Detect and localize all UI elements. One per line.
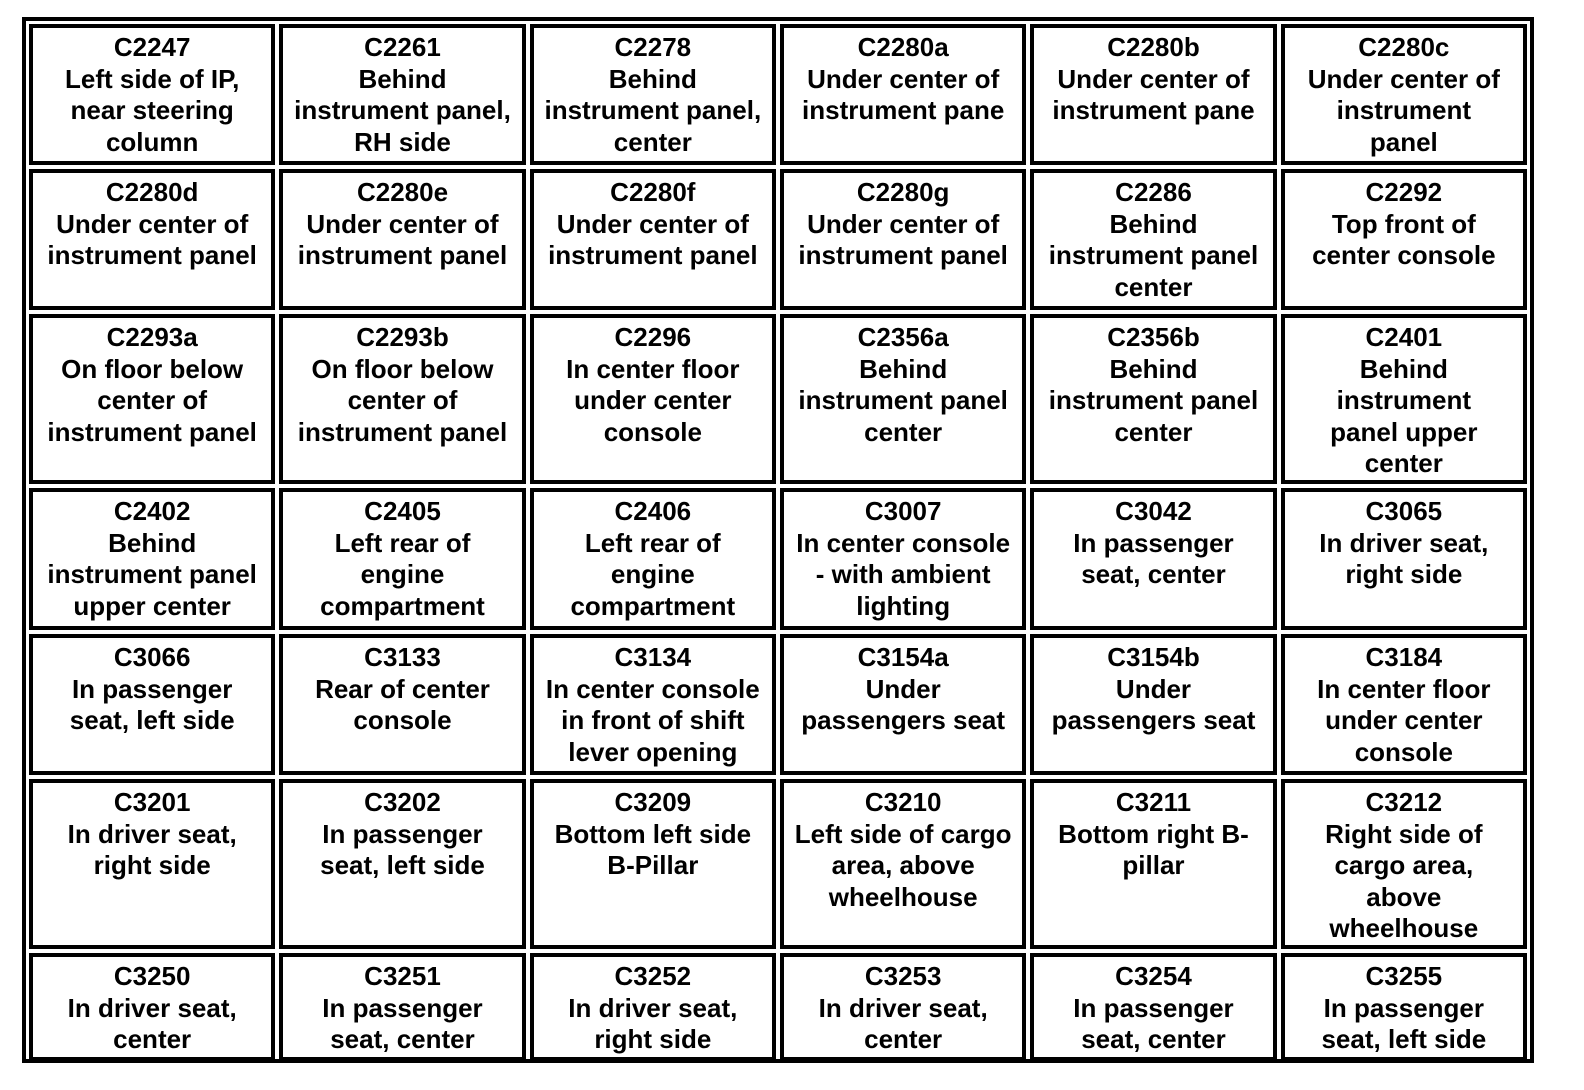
connector-code: C3184 [1365, 642, 1443, 672]
connector-location-line: instrument panel, [544, 95, 762, 125]
connector-location-line: Under center of [1307, 63, 1500, 94]
connector-location-line: B-Pillar [607, 850, 699, 880]
connector-cell [530, 634, 776, 775]
connector-code: C3066 [113, 642, 191, 672]
connector-code: C2406 [614, 496, 692, 526]
connector-cell [29, 634, 275, 775]
connector-location-line: wheelhouse [828, 881, 978, 912]
connector-location-line: RH side [354, 126, 451, 157]
connector-location-line: center console [1312, 240, 1496, 270]
connector-code: C3201 [113, 787, 191, 817]
connector-location-line: Top front of [1331, 208, 1476, 239]
connector-cell [279, 634, 525, 775]
connector-cell [780, 169, 1026, 310]
connector-location-line: seat, center [1081, 559, 1226, 589]
connector-cell [1281, 779, 1527, 949]
connector-location-line: Behind [859, 353, 948, 384]
connector-code: C2286 [1115, 177, 1192, 207]
connector-location-line: In center console [796, 527, 1011, 558]
connector-cell [530, 169, 776, 310]
connector-location-line: instrument panel [297, 240, 508, 270]
connector-code: C2356b [1107, 322, 1200, 352]
connector-location-line: In driver seat, [67, 818, 237, 849]
connector-location-line: Behind [108, 527, 197, 558]
connector-location-line: under center [574, 385, 732, 415]
connector-location-line: console [1354, 736, 1453, 767]
connector-location-line: instrument panel [1048, 385, 1259, 415]
connector-location-line: Under center of [306, 208, 499, 239]
connector-location-line: In driver seat, [67, 992, 237, 1023]
connector-location-line: In center floor [1317, 673, 1491, 704]
connector-location-line: Behind [608, 63, 697, 94]
connector-location-line: center of [347, 385, 458, 415]
connector-code: C2280e [356, 177, 449, 207]
connector-location-line: right side [1345, 559, 1463, 589]
connector-location-line: center [1114, 416, 1193, 447]
connector-grid [29, 24, 1527, 1056]
connector-cell [530, 24, 776, 165]
connector-location-line: In driver seat, [1319, 527, 1489, 558]
connector-location-line: near steering [70, 95, 234, 125]
connector-code: C2280b [1107, 32, 1200, 62]
connector-location-line: In passenger [1073, 527, 1234, 558]
connector-location-table [22, 17, 1534, 1063]
connector-code: C2280a [857, 32, 949, 62]
connector-location-line: console [603, 416, 702, 447]
connector-cell [780, 634, 1026, 775]
connector-location-line: instrument panel [798, 240, 1008, 270]
connector-code: C3007 [864, 496, 942, 526]
connector-location-line: instrument pane [1052, 95, 1255, 125]
connector-cell [279, 169, 525, 310]
connector-location-line: center [613, 126, 692, 157]
connector-location-line: seat, left side [320, 850, 485, 880]
connector-code: C2261 [364, 32, 441, 62]
connector-location-line: In passenger [71, 673, 233, 704]
connector-code: C3133 [364, 642, 441, 672]
connector-code: C2247 [113, 32, 191, 62]
connector-location-line: instrument panel [798, 385, 1008, 415]
connector-code: C3253 [864, 961, 942, 991]
connector-location-line: Under center of [807, 208, 1000, 239]
connector-cell [29, 488, 275, 630]
connector-location-line: under center [1325, 705, 1483, 735]
connector-code: C2280c [1358, 32, 1450, 62]
connector-location-line: passengers seat [801, 705, 1006, 735]
connector-location-line: wheelhouse [1329, 913, 1479, 943]
connector-code: C2296 [614, 322, 692, 352]
connector-location-line: center [864, 416, 943, 447]
connector-location-line: In passenger [1073, 992, 1234, 1023]
connector-cell [1030, 314, 1276, 484]
connector-location-line: center [1114, 271, 1193, 302]
connector-location-line: Under [865, 673, 941, 704]
connector-location-line: Bottom right B- [1058, 818, 1249, 849]
connector-cell [1030, 953, 1276, 1061]
connector-location-line: right side [93, 850, 211, 880]
connector-location-line: cargo area, [1334, 850, 1474, 880]
connector-cell [29, 314, 275, 484]
connector-location-line: In passenger [1323, 992, 1485, 1023]
connector-cell [1030, 169, 1276, 310]
connector-cell [530, 779, 776, 949]
connector-location-line: compartment [320, 590, 485, 621]
connector-location-line: instrument panel [47, 416, 257, 447]
connector-location-line: center [113, 1024, 192, 1054]
connector-cell [1281, 488, 1527, 630]
connector-location-line: panel [1369, 126, 1438, 157]
connector-code: C3250 [113, 961, 191, 991]
connector-cell [1030, 779, 1276, 949]
connector-location-line: center [1364, 448, 1443, 478]
connector-location-line: Left side of cargo [794, 818, 1012, 849]
connector-code: C3154a [857, 642, 949, 672]
connector-location-line: console [353, 705, 452, 735]
connector-code: C2401 [1365, 322, 1443, 352]
connector-location-line: On floor below [61, 353, 244, 384]
connector-location-line: - with ambient [815, 559, 991, 589]
connector-location-line: Under center of [556, 208, 749, 239]
connector-location-line: Behind [1109, 208, 1198, 239]
connector-location-line: Behind [358, 63, 447, 94]
connector-location-line: right side [594, 1024, 712, 1054]
connector-location-line: center of [97, 385, 208, 415]
connector-location-line: instrument panel [548, 240, 758, 270]
connector-code: C3202 [364, 787, 441, 817]
connector-location-line: Right side of [1325, 818, 1483, 849]
connector-cell [279, 953, 525, 1061]
connector-location-line: engine [610, 559, 695, 589]
connector-location-line: In passenger [322, 818, 483, 849]
connector-cell [279, 779, 525, 949]
connector-cell [29, 779, 275, 949]
connector-code: C2405 [364, 496, 441, 526]
connector-cell [1030, 488, 1276, 630]
connector-cell [1281, 314, 1527, 484]
connector-cell [1281, 634, 1527, 775]
connector-location-line: In driver seat, [568, 992, 738, 1023]
connector-location-line: Behind [1109, 353, 1198, 384]
connector-location-line: In center floor [566, 353, 740, 384]
connector-code: C3251 [364, 961, 441, 991]
connector-code: C3212 [1365, 787, 1443, 817]
connector-location-line: in front of shift [561, 705, 745, 735]
connector-location-line: seat, left side [1321, 1024, 1487, 1054]
connector-location-line: In passenger [322, 992, 483, 1023]
connector-cell [279, 314, 525, 484]
connector-location-line: Bottom left side [554, 818, 752, 849]
connector-location-line: Left rear of [334, 527, 471, 558]
connector-code: C2292 [1365, 177, 1443, 207]
connector-location-line: panel upper [1330, 416, 1478, 447]
connector-location-line: Under center of [1057, 63, 1250, 94]
connector-location-line: Rear of center [315, 673, 490, 704]
connector-code: C2280f [610, 177, 696, 207]
connector-location-line: instrument [1336, 95, 1471, 125]
connector-location-line: In center console [545, 673, 760, 704]
connector-cell [29, 24, 275, 165]
connector-code: C3154b [1107, 642, 1200, 672]
connector-cell [29, 953, 275, 1061]
connector-cell [1281, 953, 1527, 1061]
connector-cell [530, 488, 776, 630]
connector-location-line: column [105, 126, 199, 157]
connector-code: C3252 [614, 961, 692, 991]
connector-cell [1281, 24, 1527, 165]
connector-code: C2280d [105, 177, 199, 207]
connector-code: C3210 [864, 787, 942, 817]
connector-code: C2293b [356, 322, 449, 352]
connector-code: C2356a [857, 322, 949, 352]
connector-location-line: Left side of IP, [64, 63, 240, 94]
connector-location-line: above [1366, 881, 1442, 912]
connector-cell [530, 314, 776, 484]
connector-location-line: lighting [856, 590, 951, 621]
connector-code: C3254 [1115, 961, 1192, 991]
connector-cell [1030, 24, 1276, 165]
connector-cell [780, 488, 1026, 630]
connector-code: C2278 [614, 32, 692, 62]
connector-location-line: Under center of [807, 63, 1000, 94]
connector-location-line: compartment [570, 590, 736, 621]
connector-cell [1281, 169, 1527, 310]
connector-code: C2293a [106, 322, 198, 352]
connector-location-line: instrument panel [297, 416, 508, 447]
connector-location-line: On floor below [311, 353, 494, 384]
connector-location-line: instrument panel, [294, 95, 511, 125]
connector-location-line: lever opening [568, 736, 738, 767]
connector-location-line: instrument panel [47, 240, 257, 270]
connector-location-line: center [864, 1024, 943, 1054]
connector-location-line: passengers seat [1051, 705, 1256, 735]
connector-code: C2280g [856, 177, 950, 207]
connector-cell [780, 953, 1026, 1061]
connector-location-line: area, above [831, 850, 975, 880]
connector-cell [780, 24, 1026, 165]
connector-location-line: instrument pane [802, 95, 1005, 125]
connector-code: C3065 [1365, 496, 1443, 526]
connector-location-line: engine [360, 559, 445, 589]
connector-location-line: instrument panel [1048, 240, 1259, 270]
connector-location-line: Left rear of [584, 527, 721, 558]
connector-location-line: Behind [1359, 353, 1448, 384]
connector-location-line: In driver seat, [818, 992, 988, 1023]
connector-cell [780, 314, 1026, 484]
connector-cell [530, 953, 776, 1061]
connector-code: C3255 [1365, 961, 1443, 991]
connector-cell [1030, 634, 1276, 775]
connector-cell [279, 24, 525, 165]
connector-location-line: seat, left side [69, 705, 235, 735]
connector-code: C2402 [113, 496, 191, 526]
connector-location-line: Under center of [56, 208, 249, 239]
connector-cell [279, 488, 525, 630]
connector-code: C3209 [614, 787, 692, 817]
connector-cell [780, 779, 1026, 949]
connector-location-line: pillar [1122, 850, 1185, 880]
connector-location-line: seat, center [1081, 1024, 1226, 1054]
connector-code: C3042 [1115, 496, 1192, 526]
connector-cell [29, 169, 275, 310]
connector-code: C3134 [614, 642, 692, 672]
connector-location-line: instrument panel [47, 559, 257, 589]
connector-location-line: instrument [1336, 385, 1471, 415]
connector-location-line: seat, center [330, 1024, 475, 1054]
connector-location-line: Under [1115, 673, 1192, 704]
connector-code: C3211 [1115, 787, 1192, 817]
connector-location-line: upper center [73, 590, 231, 621]
